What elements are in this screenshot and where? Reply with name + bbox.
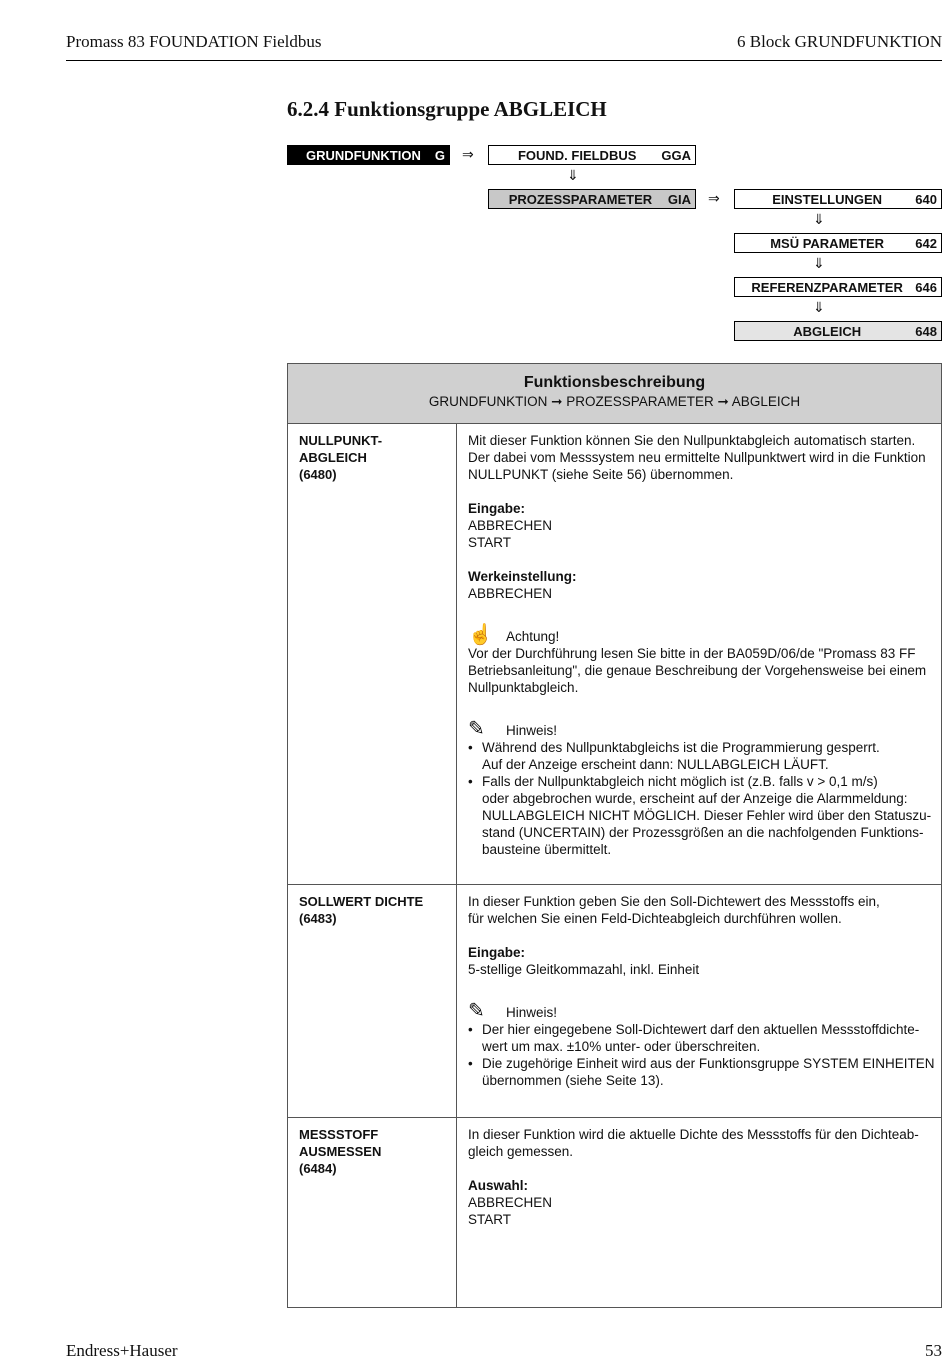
achtung-label: Achtung! xyxy=(506,629,560,644)
arrow-down-icon: ⇓ xyxy=(567,167,579,183)
page-number: 53 xyxy=(925,1341,942,1360)
flow-box-grundfunktion: GRUNDFUNKTION G xyxy=(287,145,450,165)
flow-box-referenzparameter: REFERENZPARAMETER 646 xyxy=(734,277,942,297)
arrow-right-icon: ⇒ xyxy=(462,146,474,162)
function-name-sollwert: SOLLWERT DICHTE (6483) xyxy=(299,894,424,926)
pencil-note-icon: ✎ xyxy=(468,718,485,740)
list-item: • Der hier eingegebene Soll-Dichtewert darf den aktuellen Messstoffdichte- wert um max. ±10% unter- oder überschreiten. xyxy=(468,1021,936,1055)
eingabe-label: Eingabe: xyxy=(468,945,526,960)
pencil-note-icon: ✎ xyxy=(468,1000,485,1022)
list-item: • Falls der Nullpunktabgleich nicht möglich ist (z.B. falls v > 0,1 m/s) oder abgebrochen wurde, erscheint auf der Anzeige die Alarmmeldung: NULLABGLEICH NICHT MÖGLICH. Dieser Fehler wird über den Statuszu- stand (UNCERTAIN) der Prozessgrößen an die nachfolgenden Funktions- bausteine übermittelt. xyxy=(468,773,936,858)
table-path: GRUNDFUNKTION ➞ PROZESSPARAMETER ➞ ABGLEICH xyxy=(428,394,801,409)
hinweis-label: Hinweis! xyxy=(506,1005,558,1020)
row-divider xyxy=(288,1117,941,1118)
function-description-sollwert: In dieser Funktion geben Sie den Soll-Dichtewert des Messstoffs ein, für welchen Sie einen Feld-Dichteabgleich durchführen wollen. Eingabe: 5-stellige Gleitkommazahl, inkl. Einheit ✎ Hinweis! • Der hier eingegebene Soll-Dichtewert darf den aktuellen Messstoffdichte- wert um max. ±10% unter- oder überschreiten. • Die zugehörige Einheit wird aus der Funktionsgruppe SYSTEM EINHEITEN übernommen (siehe Seite 13). xyxy=(468,893,936,1089)
auswahl-label: Auswahl: xyxy=(468,1178,529,1193)
flow-box-abgleich: ABGLEICH 648 xyxy=(734,321,942,341)
arrow-right-icon: ⇒ xyxy=(708,190,720,206)
flow-box-prozessparameter: PROZESSPARAMETER GIA xyxy=(488,189,696,209)
header-title: Promass 83 FOUNDATION Fieldbus xyxy=(66,32,322,51)
hinweis-label: Hinweis! xyxy=(506,723,558,738)
column-divider xyxy=(456,423,457,1307)
flow-box-einstellungen: EINSTELLUNGEN 640 xyxy=(734,189,942,209)
function-description-nullpunkt: Mit dieser Funktion können Sie den Nullpunktabgleich automatisch starten. Der dabei vom Messsystem neu ermittelte Nullpunktwert wird in die Funktion NULLPUNKT (siehe Seite 56) übernommen. Eingabe: ABBRECHEN START Werkeinstellung: ABBRECHEN ☝ Achtung! Vor der Durchführung lesen Sie bitte in der BA059D/06/de "Promass 83 FF Betriebsanleitung", die genaue Beschreibung der Vorgehensweise bei einem Nullpunktabgleich. ✎ Hinweis! • Während des Nullpunktabgleichs ist die Programmierung gesperrt. Auf der Anzeige erscheint dann: NULLABGLEICH LÄUFT. • Falls der Nullpunktabgleich nicht möglich ist (z.B. falls v > 0,1 m/s) oder abgebrochen wurde, erscheint auf der Anzeige die Alarmmeldung: NULLABGLEICH NICHT MÖGLICH. Dieser Fehler wird über den Statuszu- stand (UNCERTAIN) der Prozessgrößen an die nachfolgenden Funktions- bausteine übermittelt. xyxy=(468,432,936,858)
section-title: 6.2.4 Funktionsgruppe ABGLEICH xyxy=(287,97,607,121)
footer-brand: Endress+Hauser xyxy=(66,1341,178,1360)
table-title: Funktionsbeschreibung xyxy=(523,374,706,391)
header-rule xyxy=(66,60,942,61)
list-item: • Während des Nullpunktabgleichs ist die Programmierung gesperrt. Auf der Anzeige erscheint dann: NULLABGLEICH LÄUFT. xyxy=(468,739,936,773)
function-name-messstoff: MESSSTOFF AUSMESSEN (6484) xyxy=(299,1127,382,1176)
eingabe-label: Eingabe: xyxy=(468,501,526,516)
arrow-down-icon: ⇓ xyxy=(813,211,825,227)
function-name-nullpunkt: NULLPUNKT- ABGLEICH (6480) xyxy=(299,433,383,482)
flow-box-msu-parameter: MSÜ PARAMETER 642 xyxy=(734,233,942,253)
arrow-down-icon: ⇓ xyxy=(813,255,825,271)
list-item: • Die zugehörige Einheit wird aus der Funktionsgruppe SYSTEM EINHEITEN übernommen (siehe Seite 13). xyxy=(468,1055,936,1089)
header-chapter: 6 Block GRUNDFUNKTION xyxy=(737,32,942,51)
function-table xyxy=(287,363,942,1308)
function-description-messstoff: In dieser Funktion wird die aktuelle Dichte des Messstoffs für den Dichteab- gleich gemessen. Auswahl: ABBRECHEN START xyxy=(468,1126,936,1228)
pointing-hand-icon: ☝ xyxy=(468,624,493,646)
werkeinstellung-label: Werkeinstellung: xyxy=(468,569,577,584)
arrow-down-icon: ⇓ xyxy=(813,299,825,315)
row-divider xyxy=(288,884,941,885)
flow-box-fieldbus: FOUND. FIELDBUS GGA xyxy=(488,145,696,165)
table-header xyxy=(288,364,941,424)
